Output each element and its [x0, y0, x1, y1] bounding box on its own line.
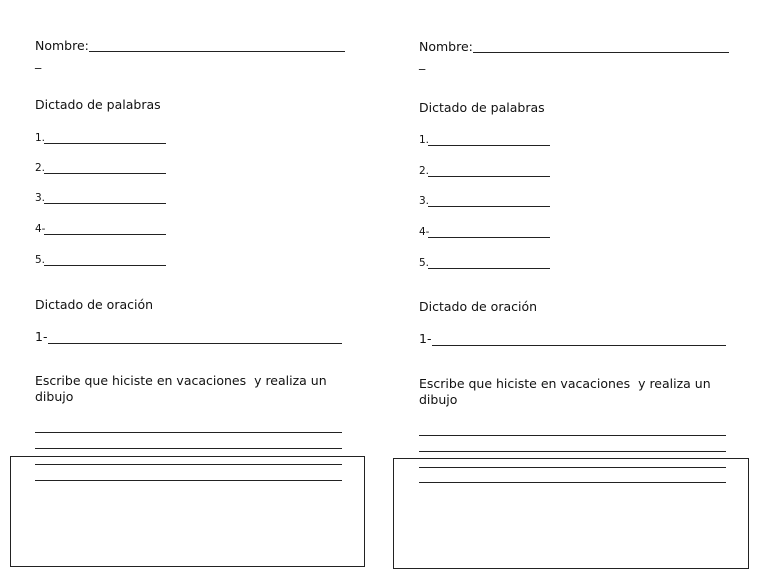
word-item-1-line: [428, 145, 550, 146]
answer-line-1: [35, 432, 342, 433]
word-item-4-number: 4-: [419, 226, 430, 238]
nombre-continuation: _: [419, 55, 426, 70]
instruction-text-line2: dibujo: [35, 389, 74, 404]
answer-line-2: [419, 451, 726, 452]
word-item-5-number: 5.: [419, 257, 430, 269]
instruction-text-line1: Escribe que hiciste en vacaciones y realiza un: [419, 376, 711, 391]
nombre-label: Nombre:: [35, 38, 89, 53]
word-item-1-number: 1.: [35, 132, 46, 144]
oracion-heading: Dictado de oración: [419, 299, 538, 314]
nombre-line: [89, 51, 345, 52]
word-item-3-line: [44, 203, 166, 204]
word-item-3-number: 3.: [35, 192, 46, 204]
palabras-heading: Dictado de palabras: [35, 97, 161, 112]
instruction-text-line2: dibujo: [419, 392, 458, 407]
word-item-1-line: [44, 143, 166, 144]
oracion-line: [432, 345, 726, 346]
word-item-2-number: 2.: [35, 162, 46, 174]
drawing-box-right: [393, 458, 749, 569]
oracion-heading: Dictado de oración: [35, 297, 154, 312]
oracion-line: [48, 343, 342, 344]
nombre-continuation: _: [35, 54, 42, 69]
instruction-text-line1: Escribe que hiciste en vacaciones y realiza un: [35, 373, 327, 388]
word-item-3-number: 3.: [419, 195, 430, 207]
word-item-5-line: [44, 265, 166, 266]
drawing-box-left: [10, 456, 365, 567]
oracion-item-number: 1-: [35, 329, 48, 344]
answer-line-1: [419, 435, 726, 436]
nombre-label: Nombre:: [419, 39, 473, 54]
word-item-2-line: [428, 176, 550, 177]
word-item-5-number: 5.: [35, 254, 46, 266]
word-item-4-line: [44, 234, 166, 235]
word-item-5-line: [428, 268, 550, 269]
oracion-item-number: 1-: [419, 331, 432, 346]
word-item-1-number: 1.: [419, 134, 430, 146]
nombre-line: [473, 52, 729, 53]
word-item-3-line: [428, 206, 550, 207]
palabras-heading: Dictado de palabras: [419, 100, 545, 115]
word-item-2-number: 2.: [419, 165, 430, 177]
answer-line-2: [35, 448, 342, 449]
word-item-4-line: [428, 237, 550, 238]
word-item-4-number: 4-: [35, 223, 46, 235]
word-item-2-line: [44, 173, 166, 174]
